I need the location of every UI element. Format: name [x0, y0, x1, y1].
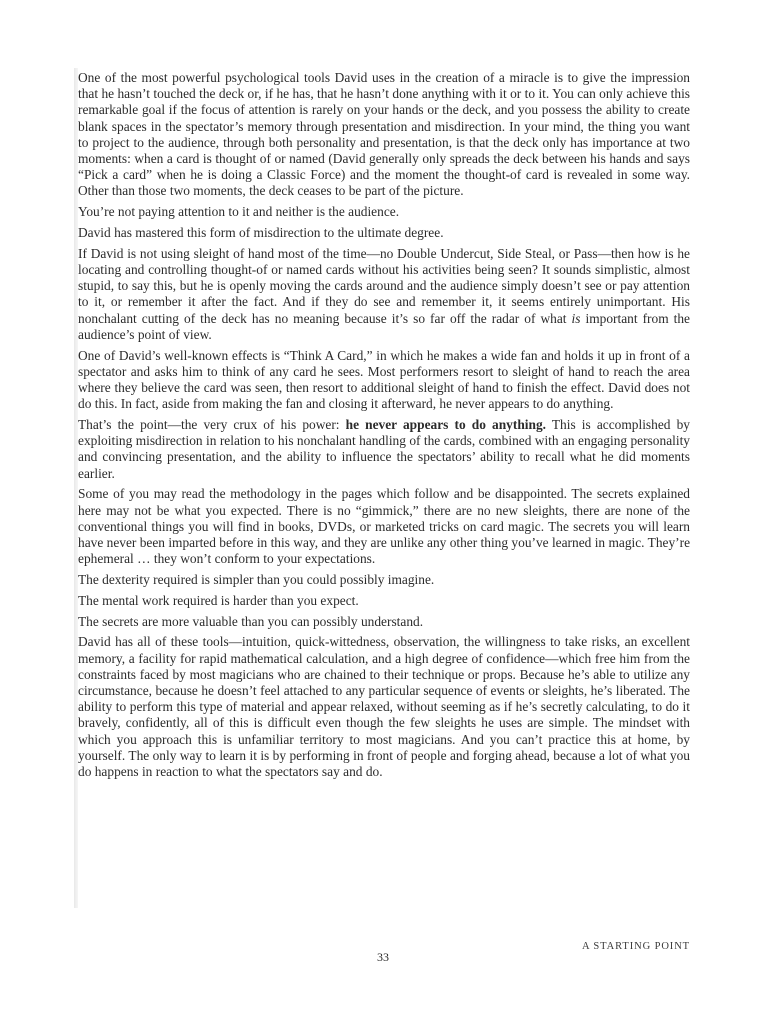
text-run: That’s the point—the very crux of his power:	[78, 417, 346, 433]
italic-run: is	[571, 310, 581, 326]
text-run: If David is not using sleight of hand most of the time—no Double Undercut, Side Steal, or Pass—then how is he locating and controlling thought-of or named cards without his activities being seen? It sounds simplistic, almost stupid, to say this, but he is openly moving the cards around and the audience simply doesn’t see or pay attention to it, or remember it after the fact. And if they do see and remember it, it seems entirely unimportant. His nonchalant cutting of the deck has no meaning because it’s so far off the radar of what	[78, 245, 690, 326]
text-run: The secrets are more valuable than you can possibly understand.	[78, 613, 424, 629]
running-head: A STARTING POINT	[581, 941, 690, 952]
paragraph	[78, 614, 690, 630]
paragraph	[78, 486, 690, 567]
paragraph	[78, 225, 690, 241]
text-run: One of David’s well-known effects is “Think A Card,” in which he makes a wide fan and holds it up in front of a spectator and asks him to think of any card he sees. Most performers resort to sleight of hand to reach the area where they believe the card was seen, then resort to additional sleight of hand to finish the effect. David does not do this. In fact, aside from making the fan and closing it afterward, he never appears to do anything.	[78, 347, 690, 412]
paragraph	[78, 634, 690, 780]
paragraph	[78, 246, 690, 343]
text-run: Some of you may read the methodology in the pages which follow and be disappointed. The secrets explained here may not be what you expected. There is no “gimmick,” there are no new sleights, there are none of the conventional things you will find in books, DVDs, or marketed tricks on card magic. The secrets you will learn have never been imparted before in this way, and they are unlike any other thing you’ve learned in magic. They’re ephemeral … they won’t conform to your expectations.	[78, 486, 691, 567]
paragraph	[78, 348, 690, 413]
body-text	[78, 70, 690, 780]
paragraph	[78, 417, 690, 482]
text-run: This is accomplished by exploiting misdirection in relation to his nonchalant handling of the cards, combined with an engaging personality and convincing presentation, and the ability to influence the spectators’ ability to recall what he did moments earlier.	[78, 417, 690, 481]
text-run: The dexterity required is simpler than you could possibly imagine.	[78, 572, 435, 588]
paragraph	[78, 572, 690, 588]
page-number: 33	[377, 951, 389, 961]
text-run: You’re not paying attention to it and neither is the audience.	[78, 204, 400, 220]
text-run: important from the audience’s point of view.	[78, 310, 690, 342]
paragraph	[78, 70, 690, 200]
text-run: The mental work required is harder than you expect.	[78, 592, 359, 608]
text-run: David has all of these tools—intuition, quick-wittedness, observation, the willingness to take risks, an excellent memory, a facility for rapid mathematical calculation, and a high degree of confidence—which free him from the constraints faced by most magicians who are chained to their technique or props. Because he’s able to utilize any circumstance, because he doesn’t feel attached to any particular sequence of events or sleights, he’s liberated. The ability to perform this type of material and appear relaxed, without seeming as if he’s secretly calculating, to do it bravely, confidently, all of this is difficult even though the few sleights he uses are simple. The mindset with which you approach this is unfamiliar territory to most magicians. And you can’t practice this at home, by yourself. The only way to learn it is by performing in front of people and forging ahead, because a lot of what you do happens in reaction to what the spectators say and do.	[78, 634, 690, 780]
bold-run: he never appears to do anything.	[345, 417, 546, 433]
text-run: David has mastered this form of misdirection to the ultimate degree.	[78, 225, 444, 241]
text-run: One of the most powerful psychological tools David uses in the creation of a miracle is to give the impression that he hasn’t touched the deck or, if he has, that he hasn’t done anything with it or to it. You can only achieve this remarkable goal if the focus of attention is rarely on your hands or the deck, and you possess the ability to create blank spaces in the spectator’s memory through presentation and misdirection. In your mind, the thing you want to project to the audience, through both personality and presentation, is that the deck only has importance at two moments: when a card is thought of or named (David generally only spreads the deck between his hands and says “Pick a card” when he is doing a Classic Force) and the moment the thought-of card is revealed in some way. Other than those two moments, the deck ceases to be part of the picture.	[78, 70, 690, 199]
paragraph	[78, 204, 690, 220]
paragraph	[78, 593, 690, 609]
